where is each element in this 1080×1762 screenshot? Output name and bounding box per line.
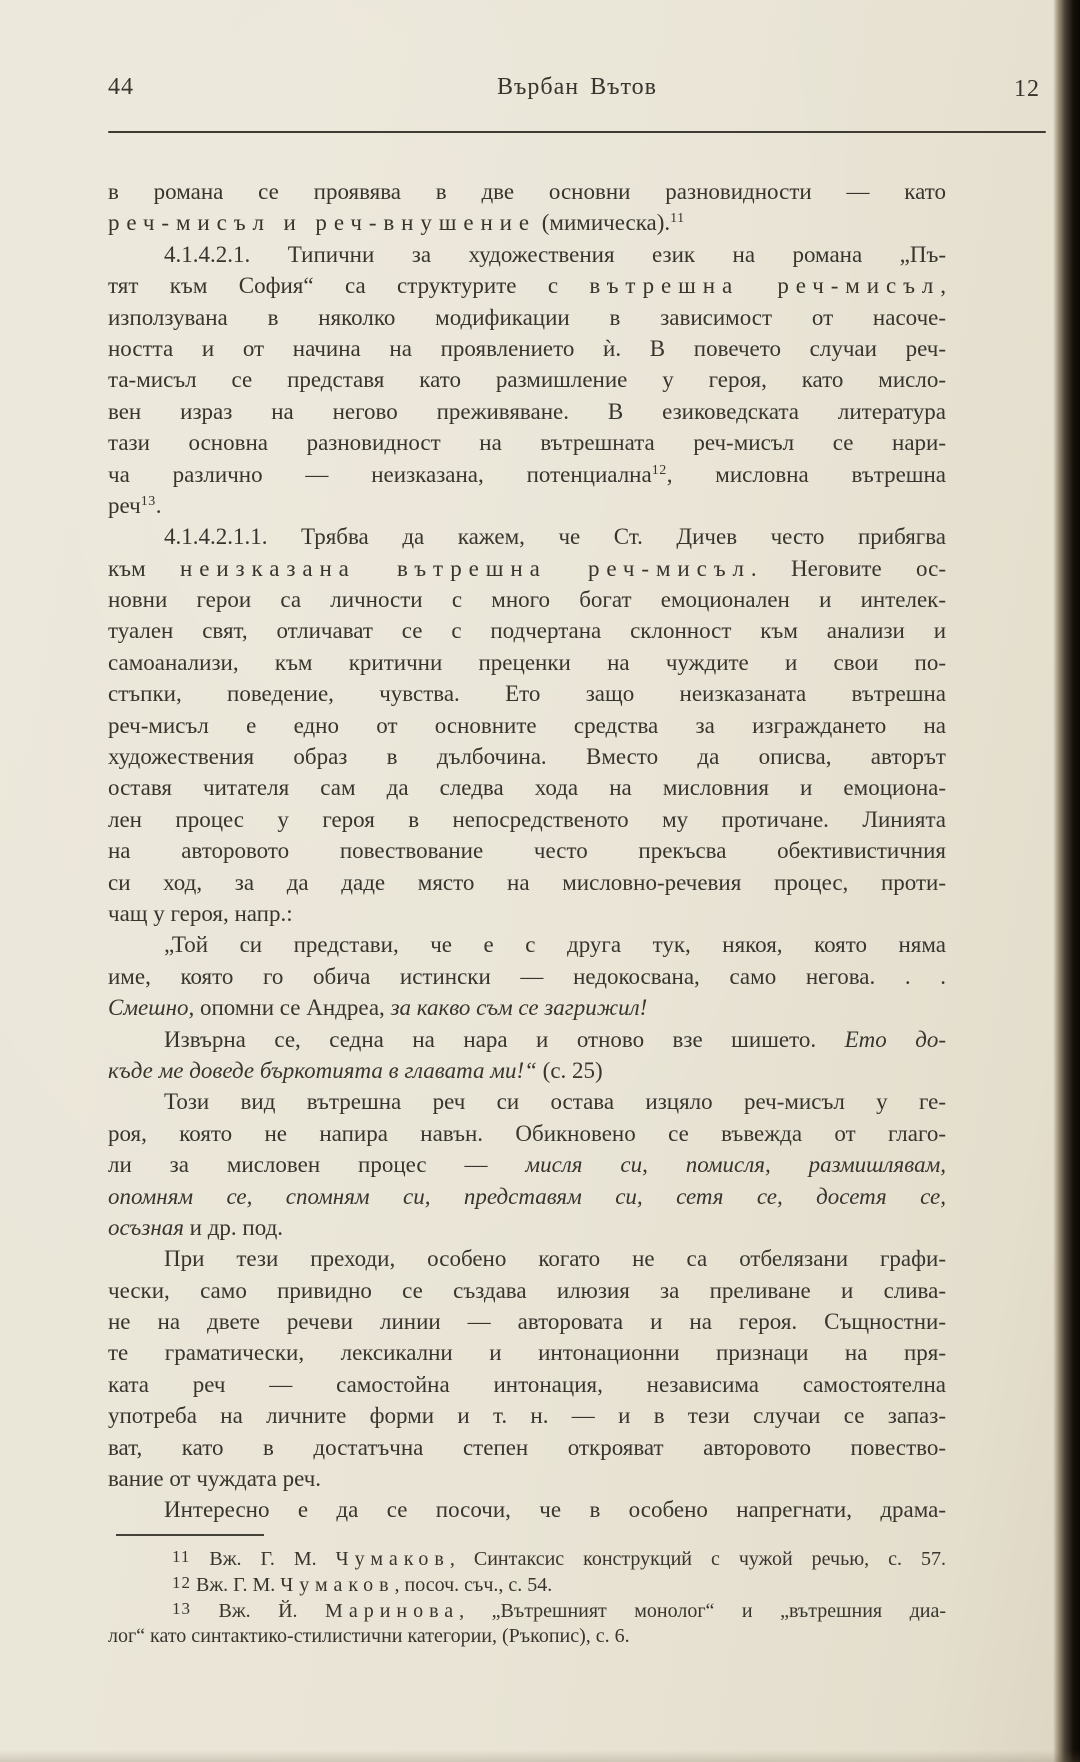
text-run: Вж. Г. М. xyxy=(191,1573,281,1596)
page-header xyxy=(108,74,1046,108)
text-line xyxy=(108,1599,946,1625)
text-run: употреба на личните форми и т. н. — и в тези случаи се запаз- xyxy=(108,1403,946,1429)
text-line xyxy=(108,772,946,803)
text-run: тят към София“ са структурите с xyxy=(108,273,590,299)
text-line xyxy=(108,521,946,552)
text-run: 4.1.4.2.1. Типични за художествения език на романа „Пъ- xyxy=(164,241,946,267)
text-line xyxy=(108,427,946,458)
text-line xyxy=(108,333,946,364)
text-line xyxy=(108,1055,946,1086)
text-run: ли за мисловен процес — xyxy=(108,1152,526,1178)
text-run: Чумаков xyxy=(335,1548,450,1570)
text-line xyxy=(108,1494,946,1525)
text-run: неизказана вътрешна реч-мисъл xyxy=(180,555,751,581)
text-run: чащ у героя, напр.: xyxy=(108,900,293,926)
text-line xyxy=(108,1337,946,1368)
text-run: Чумаков xyxy=(280,1573,395,1596)
text-run: използувана в няколко модификации в зависимост от насоче- xyxy=(108,304,946,330)
text-run: за какво съм се загрижил! xyxy=(390,995,648,1021)
text-run: Интересно е да се посочи, че в особено напрегнати, драма- xyxy=(164,1497,946,1523)
text-line xyxy=(108,1181,946,1212)
paragraph xyxy=(108,1243,946,1494)
text-run: Вж. Й. xyxy=(191,1599,326,1622)
text-run: на авторовото повествование често прекъсва обективистичния xyxy=(108,838,946,864)
text-run: реч-мисъл и реч-внушение xyxy=(108,210,536,236)
text-run: . xyxy=(155,492,162,518)
scan-edge-shadow xyxy=(1053,0,1080,1762)
text-run: ча различно — неизказана, потенциална xyxy=(108,461,652,487)
text-run: , Синтаксис конструкций с чужой речью, с. 57. xyxy=(449,1548,946,1570)
text-line xyxy=(108,553,946,584)
text-run: не на двете речеви линии — авторовата и на героя. Същностни- xyxy=(108,1309,946,1335)
text-run: Вж. Г. М. xyxy=(190,1548,336,1570)
text-line xyxy=(108,396,946,427)
running-title: Върбан Вътов xyxy=(496,74,658,100)
text-line xyxy=(108,490,946,521)
paragraph xyxy=(108,521,946,929)
text-run: вътрешна реч-мисъл xyxy=(589,273,941,299)
text-line xyxy=(108,961,946,992)
text-run: вен израз на негово преживяване. В езиковедската литература xyxy=(108,398,946,424)
text-line xyxy=(108,835,946,866)
text-run: та-мисъл се представя като размишление у героя, като мисло- xyxy=(108,367,946,393)
text-line xyxy=(108,1275,946,1306)
text-line xyxy=(108,804,946,835)
text-run: Маринова xyxy=(325,1599,460,1622)
text-line xyxy=(108,1086,946,1117)
text-line xyxy=(108,1400,946,1431)
footnote-separator-rule xyxy=(116,1534,264,1536)
text-line xyxy=(108,1024,946,1055)
text-run: осъзная xyxy=(108,1214,184,1240)
text-line xyxy=(108,1547,946,1573)
text-run: те граматически, лексикални и интонационни признаци на пря- xyxy=(108,1340,946,1366)
text-run: 13 xyxy=(172,1598,191,1618)
footnotes xyxy=(108,1547,946,1650)
text-run: вание от чуждата реч. xyxy=(108,1466,322,1492)
text-run: стъпки, поведение, чувства. Ето защо неизказаната вътрешна xyxy=(108,681,946,707)
text-line xyxy=(108,1432,946,1463)
text-line xyxy=(108,1212,946,1243)
text-line xyxy=(108,992,946,1023)
text-line xyxy=(108,1149,946,1180)
text-run: 11 xyxy=(670,211,685,227)
text-run: си ход, за да даде място на мисловно-речевия процес, проти- xyxy=(108,869,946,895)
text-line xyxy=(108,678,946,709)
paragraph xyxy=(108,929,946,1023)
paragraph xyxy=(108,1024,946,1087)
text-run: ността и от начина на проявлението ѝ. В повечето случаи реч- xyxy=(108,335,946,361)
text-line xyxy=(108,1306,946,1337)
text-run: реч-мисъл е едно от основните средства за изграждането на xyxy=(108,712,946,738)
text-run: художествения образ в дълбочина. Вместо да описва, авторът xyxy=(108,744,946,770)
text-line xyxy=(108,647,946,678)
text-line xyxy=(108,270,946,301)
text-run: , xyxy=(940,273,946,299)
text-run: ката реч — самостойна интонация, независима самостоятелна xyxy=(108,1371,946,1397)
text-line xyxy=(108,239,946,270)
text-run: 12 xyxy=(651,462,667,478)
text-run: туален свят, отличават се с подчертана склонност към анализи и xyxy=(108,618,946,644)
text-run: Ето до- xyxy=(844,1026,946,1052)
text-run: новни герои са личности с много богат емоционален и интелек- xyxy=(108,587,946,613)
page-number-left: 44 xyxy=(108,74,134,100)
text-run: Смешно, xyxy=(108,995,195,1021)
text-run: , посоч. съч., с. 54. xyxy=(394,1573,553,1596)
text-line xyxy=(108,364,946,395)
text-line xyxy=(108,207,946,238)
scan-bottom-shade xyxy=(0,1750,1080,1762)
text-run: 12 xyxy=(172,1572,191,1592)
paragraph xyxy=(108,1086,946,1243)
text-run: ват, като в достатъчна степен открояват авторовото повество- xyxy=(108,1434,946,1460)
paragraph xyxy=(108,239,946,522)
text-run: чески, само привидно се създава илюзия за преливане и слива- xyxy=(108,1277,946,1303)
text-line xyxy=(108,176,946,207)
text-run: към xyxy=(108,555,181,581)
text-run: „Той си представи, че е с друга тук, някоя, която няма xyxy=(164,932,946,958)
text-line xyxy=(108,929,946,960)
body-text xyxy=(108,176,946,1526)
text-run: 4.1.4.2.1.1. Трябва да кажем, че Ст. Дичев често прибягва xyxy=(164,524,946,550)
header-rule xyxy=(108,131,1046,133)
text-run: и др. под. xyxy=(183,1214,284,1240)
text-run: лен процес у героя в непосредственото му протичане. Линията xyxy=(108,806,946,832)
text-line xyxy=(108,867,946,898)
text-line xyxy=(108,898,946,929)
page-number-right: 12 xyxy=(1014,76,1040,102)
text-run: , „Вътрешният монолог“ и „вътрешния диа- xyxy=(459,1599,946,1622)
text-run: в романа се проявява в две основни разновидности — като xyxy=(108,179,946,204)
text-run: име, която го обича истински — недокосвана, само негова. . . xyxy=(108,963,946,989)
text-run: опомни се Андреа, xyxy=(194,995,391,1021)
text-run: лог“ като синтактико-стилистични категории, (Ръкопис), с. 6. xyxy=(108,1625,630,1648)
text-run: Извърна се, седна на нара и отново взе шишето. xyxy=(164,1026,845,1052)
text-line xyxy=(108,302,946,333)
text-run: 11 xyxy=(172,1547,191,1566)
text-line xyxy=(108,1369,946,1400)
paragraph xyxy=(108,176,946,239)
text-run: опомням се, спомням си, представям си, сетя се, досетя се, xyxy=(108,1183,946,1209)
text-line xyxy=(108,1573,946,1599)
text-line xyxy=(108,1624,946,1650)
text-line xyxy=(108,1118,946,1149)
text-run: (с. 25) xyxy=(536,1057,603,1083)
text-run: самоанализи, към критични преценки на чуждите и свои по- xyxy=(108,649,946,675)
text-line xyxy=(108,741,946,772)
text-line xyxy=(108,584,946,615)
text-line xyxy=(108,1243,946,1274)
paragraph xyxy=(108,1494,946,1525)
text-line xyxy=(108,710,946,741)
text-run: тази основна разновидност на вътрешната реч-мисъл се нари- xyxy=(108,430,946,456)
text-run: . Неговите ос- xyxy=(750,555,946,581)
text-run: оставя читателя сам да следва хода на мисловния и емоциона- xyxy=(108,775,946,801)
text-run: роя, която не напира навън. Обикновено се въвежда от глаго- xyxy=(108,1120,946,1146)
text-run: (мимическа). xyxy=(536,210,671,236)
text-run: , мисловна вътрешна xyxy=(666,461,947,487)
text-run: мисля си, помисля, размишлявам, xyxy=(525,1152,946,1178)
text-run: Този вид вътрешна реч си остава изцяло реч-мисъл у ге- xyxy=(164,1089,946,1115)
text-line xyxy=(108,1463,946,1494)
text-run: 13 xyxy=(140,493,156,509)
text-run: къде ме доведе бъркотията в главата ми!“ xyxy=(108,1057,537,1083)
text-line xyxy=(108,459,946,490)
text-line xyxy=(108,615,946,646)
text-run: При тези преходи, особено когато не са отбелязани графи- xyxy=(164,1246,946,1272)
text-run: реч xyxy=(108,492,141,518)
